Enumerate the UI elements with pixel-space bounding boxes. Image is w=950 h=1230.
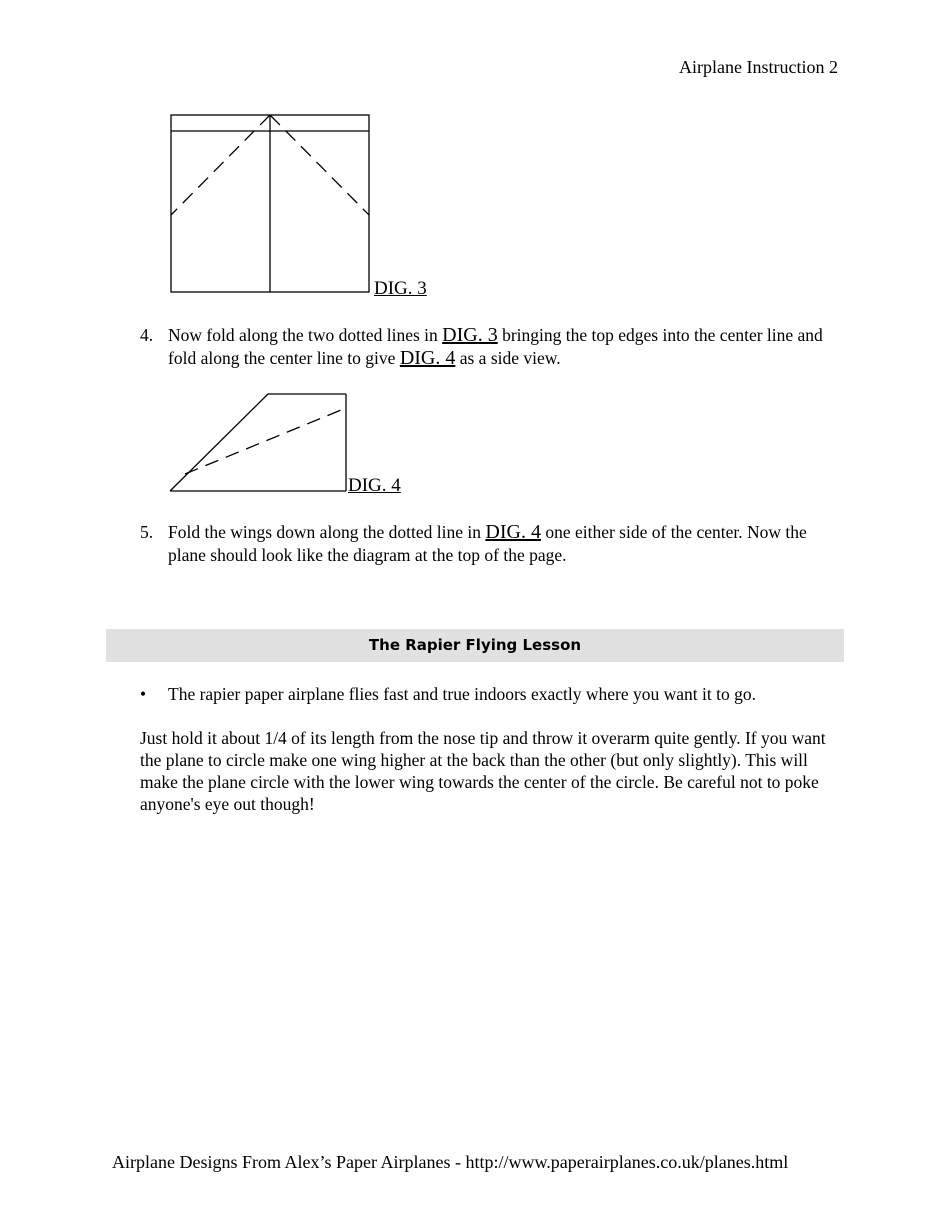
dig3-diagram — [165, 110, 377, 298]
bullet-symbol: • — [140, 684, 147, 704]
section-heading: The Rapier Flying Lesson — [106, 629, 844, 662]
dig4-reference: DIG. 4 — [485, 521, 541, 543]
step-text: Now fold along the two dotted lines in DIG. 3 bringing the top edges into the center line and fold along the center line to give DIG. 4 as a side view. — [168, 324, 823, 369]
step-number: 4. — [140, 325, 154, 345]
step-4 — [140, 324, 840, 370]
flying-instructions-paragraph: Just hold it about 1/4 of its length from the nose tip and throw it overarm quite gently. If you want the plane to circle make one wing higher at the back than the other (but only slightly). This will make the plane circle with the lower wing towards the center of the circle. Be careful not to poke anyone's eye out though! — [140, 728, 826, 814]
step-5 — [140, 521, 840, 567]
dig4-dotted-fold — [185, 408, 346, 474]
dig4-label: DIG. 4 — [348, 475, 401, 496]
page-header-title: Airplane Instruction 2 — [679, 57, 838, 77]
dig4-nose-edge — [170, 394, 268, 491]
dig3-label: DIG. 3 — [374, 278, 427, 299]
bullet-item — [140, 684, 840, 705]
dig3-dotted-fold-left — [171, 115, 270, 215]
step-text: Fold the wings down along the dotted line in DIG. 4 one either side of the center. Now the plane should look like the diagram at the top of the page. — [168, 521, 807, 565]
bullet-text: The rapier paper airplane flies fast and true indoors exactly where you want it to go. — [168, 684, 756, 704]
dig4-reference: DIG. 4 — [399, 347, 456, 369]
dig3-dotted-fold-right — [270, 115, 369, 215]
dig4-diagram — [165, 388, 351, 496]
page-footer: Airplane Designs From Alex’s Paper Airplanes - http://www.paperairplanes.co.uk/planes.html — [112, 1152, 789, 1172]
dig3-reference: DIG. 3 — [442, 324, 498, 346]
step-number: 5. — [140, 522, 154, 542]
